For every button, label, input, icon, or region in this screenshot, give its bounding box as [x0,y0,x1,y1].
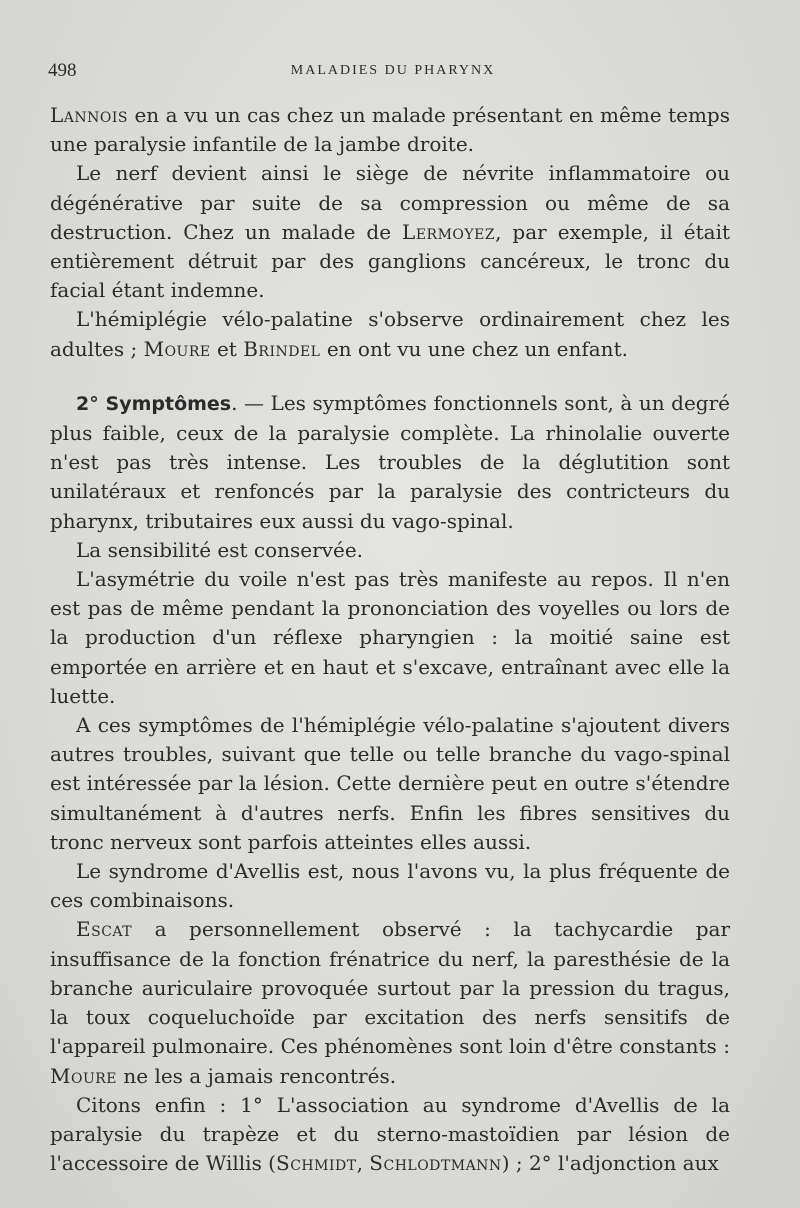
text-run: en ont vu une chez un enfant. [320,336,628,361]
body-text [50,101,730,1178]
paragraph-escat [50,915,730,1090]
author-name: Lannois [50,103,128,127]
running-title: MALADIES DU PHARYNX [290,63,496,78]
page-number: 498 [48,60,77,81]
text-run: ) ; 2° l'adjonction aux [501,1151,719,1176]
text-run: , par exemple, il était entièrement détruit par des ganglions cancéreux, le tronc du facial étant indemne. [50,219,730,303]
paragraph-asymetrie [50,565,730,711]
text-run: L'hémiplégie vélo-palatine s'observe ordinairement chez les adultes ; [50,307,730,361]
paragraph-lannois [50,101,730,159]
text-run: Citons enfin : 1° L'association au syndrome d'Avellis de la paralysie du trapèze et du sterno-mastoïdien par lésion de l'accessoire de Willis ( [50,1092,730,1176]
page-header [48,60,738,88]
text-run: Le syndrome d'Avellis est, nous l'avons vu, la plus fréquente de ces combinaisons. [50,859,730,913]
author-name: Lermoyez [402,219,496,244]
author-name: Schmidt [276,1151,357,1176]
paragraph-nevrite [50,159,730,305]
author-name: Brindel [243,336,321,361]
text-run: La sensibilité est conservée. [76,537,364,562]
text-run: en a vu un cas chez un malade présentant en même temps une paralysie infantile de la jambe droite. [50,103,730,157]
text-run: a personnellement observé : la tachycardie par insuffisance de la fonction frénatrice du nerf, la paresthésie de la branche auriculaire provoquée surtout par la pression du tragus, la toux coqueluchoïde par excitation des nerfs sensitifs de l'appareil pulmonaire. Ces phénomènes sont loin d'être constants : [50,917,730,1059]
text-run: . — Les symptômes fonctionnels sont, à un degré plus faible, ceux de la paralysie complète. La rhinolalie ouverte n'est pas très intense. Les troubles de la déglutition sont unilatéraux et renfoncés par la paralysie des contricteurs du pharynx, tributaires eux aussi du vago-spinal. [50,390,731,533]
paragraph-sensibilite [50,536,730,565]
text-run: ne les a jamais rencontrés. [117,1063,397,1088]
paragraph-symptomes [50,389,730,536]
section-heading: 2° Symptômes [76,392,232,415]
author-name: Schlodtmann [369,1151,502,1176]
paragraph-avellis [50,857,730,915]
text-run: Le nerf devient ainsi le siège de névrite inflammatoire ou dégénérative par suite de sa compression ou même de sa destruction. Chez un malade de [50,161,730,244]
paragraph-citons [50,1091,730,1179]
paragraph-hemiplegie [50,305,730,363]
paragraph-troubles [50,711,730,857]
author-name: Moure [50,1063,118,1088]
author-name: Moure [143,336,211,361]
author-name: Escat [76,917,133,942]
text-run: et [210,336,244,361]
text-run: A ces symptômes de l'hémiplégie vélo-palatine s'ajoutent divers autres troubles, suivant que telle ou telle branche du vago-spinal est intéressée par la lésion. Cette dernière peut en outre s'étendre simultanément à d'autres nerfs. Enfin les fibres sensitives du tronc nerveux sont parfois atteintes elles aussi. [50,713,730,854]
text-run: L'asymétrie du voile n'est pas très manifeste au repos. Il n'en est pas de même pendant la prononciation des voyelles ou lors de la production d'un réflexe pharyngien : la moitié saine est emportée en arrière et en haut et s'excave, entraînant avec elle la luette. [50,567,730,708]
text-run: , [356,1151,370,1176]
